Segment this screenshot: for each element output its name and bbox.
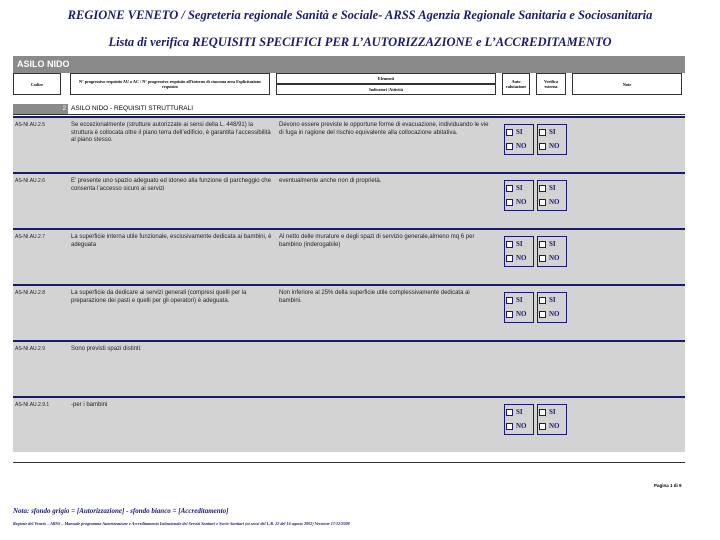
- table-bottom-rule: [13, 462, 685, 463]
- checkbox-label-yes: SI: [516, 184, 523, 192]
- checkbox-label-no: NO: [516, 254, 527, 262]
- auto-checkboxes: [506, 405, 534, 433]
- checkbox-label-no: NO: [549, 198, 560, 206]
- checkbox-yes[interactable]: [539, 409, 546, 416]
- row-requirement: La superficie da dedicare ai servizi generali (compresi quelli per la preparazione dei pasti e quelli per gli operatori) è adeguata.: [71, 290, 247, 304]
- auto-option-no[interactable]: [506, 251, 534, 265]
- checkbox-label-yes: SI: [516, 408, 523, 416]
- verifica-option-yes[interactable]: [539, 237, 567, 251]
- checkbox-label-no: NO: [549, 254, 560, 262]
- auto-option-yes[interactable]: [506, 125, 534, 139]
- checkbox-no[interactable]: [539, 311, 546, 318]
- table-row: [13, 172, 685, 228]
- column-header-elementi-label: Elementi: [276, 73, 496, 84]
- checkbox-label-yes: SI: [549, 240, 556, 248]
- auto-checkboxes: [506, 293, 534, 321]
- table-row: [13, 116, 685, 172]
- document-title: REGIONE VENETO / Segreteria regionale Sanità e Sociale- ARSS Agenzia Regionale Sanitaria e Sociosanitaria: [67, 8, 653, 22]
- column-header-progressivo: N° progressivo requisito AU o AC / N° progressivo requisito all’interno di ciascuna area Esplicitazione requisito: [70, 73, 270, 95]
- checkbox-label-no: NO: [549, 142, 560, 150]
- checkbox-label-yes: SI: [516, 240, 523, 248]
- auto-option-no[interactable]: [506, 139, 534, 153]
- checkbox-yes[interactable]: [539, 129, 546, 136]
- verifica-checkboxes: [539, 405, 567, 433]
- row-requirement: Sono previsti spazi distinti:: [71, 346, 142, 352]
- page-number: Pagina 1 di 9: [654, 483, 682, 488]
- checkbox-yes[interactable]: [506, 129, 513, 136]
- row-code: AS-NI.AU.2.9: [15, 346, 46, 352]
- verifica-option-no[interactable]: [539, 307, 567, 321]
- auto-option-yes[interactable]: [506, 181, 534, 195]
- auto-option-yes[interactable]: [506, 293, 534, 307]
- document-subtitle: Lista di verifica REQUISITI SPECIFICI PER L’AUTORIZZAZIONE e L’ACCREDITAMENTO: [108, 35, 612, 49]
- checkbox-no[interactable]: [539, 423, 546, 430]
- verifica-option-no[interactable]: [539, 195, 567, 209]
- table-row: [13, 228, 685, 284]
- subsection-number: 2: [13, 104, 68, 114]
- checkbox-no[interactable]: [539, 143, 546, 150]
- credit-line: Regione del Veneto – ARSS – Manuale programma Autorizzazione e Accreditamento Istituzionale dei Servizi Sanitari e Socio-Sanitari (ai sensi del L.R. 22 del 16 agosto 2002) Versione 17/12/2008: [13, 521, 350, 526]
- checkbox-yes[interactable]: [539, 241, 546, 248]
- verifica-checkboxes: [539, 181, 567, 209]
- table-row: [13, 340, 685, 396]
- verifica-option-no[interactable]: [539, 419, 567, 433]
- verifica-option-yes[interactable]: [539, 293, 567, 307]
- checkbox-no[interactable]: [506, 143, 513, 150]
- subsection-header: [13, 104, 685, 114]
- column-header-elementi: [276, 73, 496, 95]
- auto-option-no[interactable]: [506, 419, 534, 433]
- checkbox-label-no: NO: [549, 310, 560, 318]
- column-header-note: Note: [572, 73, 682, 95]
- checkbox-yes[interactable]: [506, 409, 513, 416]
- auto-option-yes[interactable]: [506, 237, 534, 251]
- row-requirement: Se eccezionalmente (strutture autorizzate ai sensi della L. 448/91) la struttura è collocata oltre il piano terra dell’edificio, è garantita l’accessibilità al piano stesso.: [71, 122, 271, 144]
- verifica-option-no[interactable]: [539, 251, 567, 265]
- checkbox-no[interactable]: [539, 199, 546, 206]
- checkbox-label-no: NO: [516, 310, 527, 318]
- verifica-checkboxes: [539, 125, 567, 153]
- auto-checkboxes: [506, 181, 534, 209]
- checkbox-label-yes: SI: [549, 296, 556, 304]
- table-row: [13, 396, 685, 452]
- checkbox-label-no: NO: [516, 142, 527, 150]
- row-requirement: E’ presente uno spazio adeguato ed idoneo alla funzione di parcheggio che consenta l’accesso sicuro ai servizi: [71, 178, 271, 192]
- verifica-option-no[interactable]: [539, 139, 567, 153]
- checkbox-label-no: NO: [516, 422, 527, 430]
- checkbox-label-no: NO: [516, 198, 527, 206]
- row-code: AS-NI.AU.2.8: [15, 290, 46, 296]
- row-indicator: Devono essere previste le opportune forme di evacuazione, individuando le vie di fuga in ragione del rischio equivalente alla collocazione abitativa.: [279, 122, 489, 136]
- row-requirement: La superficie interna utile funzionale, esclusivamente dedicata ai bambini, è adeguata: [71, 234, 272, 248]
- verifica-checkboxes: [539, 237, 567, 265]
- row-code: AS-NI.AU.2.5: [15, 122, 46, 128]
- checkbox-label-yes: SI: [516, 128, 523, 136]
- checkbox-label-no: NO: [549, 422, 560, 430]
- checkbox-no[interactable]: [539, 255, 546, 262]
- requirements-table: [13, 116, 685, 452]
- verifica-checkboxes: [539, 293, 567, 321]
- auto-option-no[interactable]: [506, 195, 534, 209]
- checkbox-no[interactable]: [506, 199, 513, 206]
- column-header-verifica: Verifica esterna: [536, 73, 566, 95]
- auto-option-no[interactable]: [506, 307, 534, 321]
- auto-checkboxes: [506, 125, 534, 153]
- verifica-option-yes[interactable]: [539, 181, 567, 195]
- subsection-divider: [13, 114, 685, 115]
- row-requirement: -per i bambini: [71, 402, 108, 408]
- table-row: [13, 284, 685, 340]
- verifica-option-yes[interactable]: [539, 125, 567, 139]
- section-title: ASILO NIDO: [13, 56, 685, 73]
- column-header-indicatori: Indicatori /Attività: [276, 84, 496, 95]
- auto-option-yes[interactable]: [506, 405, 534, 419]
- checkbox-yes[interactable]: [506, 297, 513, 304]
- legend-note: Nota: sfondo grigio = [Autorizzazione] - sfondo bianco = [Accreditamento]: [13, 507, 229, 515]
- row-code: AS-NI.AU.2.9.1: [15, 402, 50, 408]
- row-indicator: Al netto delle murature e degli spazi di servizio generale,almeno mq 6 per bambino (inderogabile): [279, 234, 475, 248]
- checkbox-label-yes: SI: [549, 408, 556, 416]
- row-indicator: Non inferiore al 25% della superficie utile complessivamente dedicata ai bambini.: [279, 290, 470, 304]
- subsection-label: ASILO NIDO - REQUISITI STRUTTURALI: [71, 105, 194, 112]
- checkbox-no[interactable]: [506, 311, 513, 318]
- checkbox-yes[interactable]: [539, 297, 546, 304]
- row-code: AS-NI.AU.2.7: [15, 234, 46, 240]
- checkbox-label-yes: SI: [516, 296, 523, 304]
- checkbox-no[interactable]: [506, 423, 513, 430]
- checkbox-yes[interactable]: [506, 185, 513, 192]
- checkbox-label-yes: SI: [549, 184, 556, 192]
- checkbox-yes[interactable]: [539, 185, 546, 192]
- checkbox-no[interactable]: [506, 255, 513, 262]
- column-header-codice: Codice: [13, 73, 61, 95]
- checkbox-yes[interactable]: [506, 241, 513, 248]
- checkbox-label-yes: SI: [549, 128, 556, 136]
- row-indicator: eventualmente anche non di proprietà.: [279, 178, 382, 184]
- auto-checkboxes: [506, 237, 534, 265]
- verifica-option-yes[interactable]: [539, 405, 567, 419]
- column-header-auto: Auto valutazione: [502, 73, 530, 95]
- row-code: AS-NI.AU.2.6: [15, 178, 46, 184]
